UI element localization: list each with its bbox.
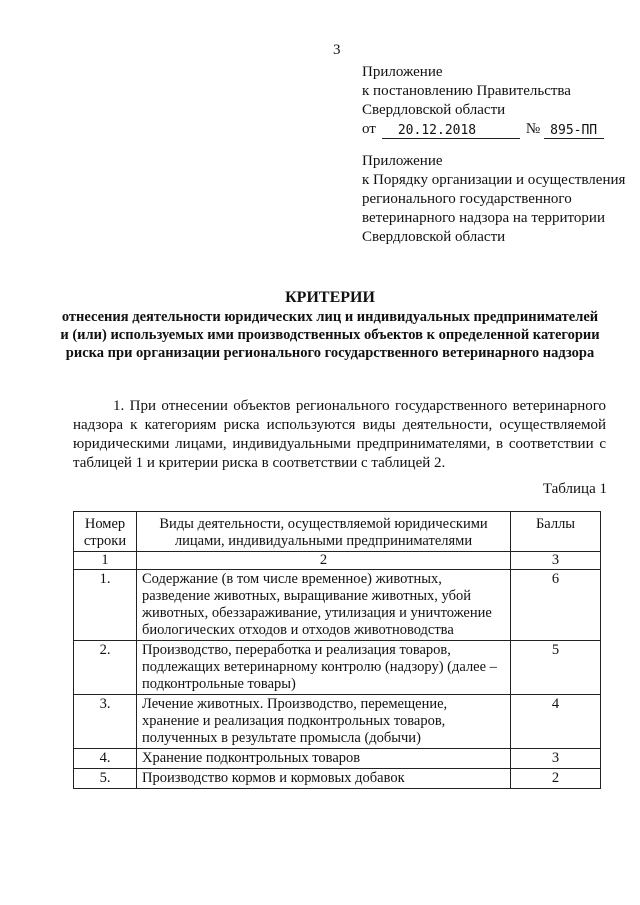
row-score: 6: [511, 570, 601, 641]
row-score: 5: [511, 641, 601, 695]
appendix-procedure-ref: к Порядку организации и осуществления регионального государственного ветеринарного надзора на территории Свердловской области: [362, 172, 626, 245]
table-row: [74, 749, 601, 769]
table-row: [74, 641, 601, 695]
document-title: КРИТЕРИИ: [285, 289, 375, 306]
row-activity: Содержание (в том числе временное) животных, разведение животных, выращивание животных, убой животных, обеззараживание, утилизация и уничтожение биологических отходов и отходов животноводства: [137, 570, 511, 641]
row-number: 1.: [74, 570, 137, 641]
row-score: 3: [511, 749, 601, 769]
row-activity: Хранение подконтрольных товаров: [137, 749, 511, 769]
appendix-label: Приложение: [362, 64, 443, 80]
table-cell: 3: [511, 552, 601, 570]
row-activity: Лечение животных. Производство, перемещение, хранение и реализация подконтрольных товаров, полученных в результате промысла (добычи): [137, 695, 511, 749]
decree-date: 20.12.2018: [382, 123, 520, 139]
page-number: 3: [333, 42, 341, 58]
table-row: [74, 695, 601, 749]
header-activity: Виды деятельности, осуществляемой юридическими лицами, индивидуальными предпринимателями: [137, 512, 511, 552]
header-score: Баллы: [511, 512, 601, 552]
table-row: [74, 570, 601, 641]
appendix-block-procedure: [362, 152, 637, 247]
date-prefix: от: [362, 121, 376, 137]
row-activity: Производство кормов и кормовых добавок: [137, 769, 511, 789]
table-header-row: [74, 512, 601, 552]
row-score: 4: [511, 695, 601, 749]
row-activity: Производство, переработка и реализация товаров, подлежащих ветеринарному контролю (надзору) (далее – подконтрольные товары): [137, 641, 511, 695]
row-number: 3.: [74, 695, 137, 749]
decree-number: 895-ПП: [544, 123, 604, 139]
row-number: 5.: [74, 769, 137, 789]
row-number: 4.: [74, 749, 137, 769]
risk-activities-table: [73, 511, 601, 789]
appendix-label: Приложение: [362, 153, 443, 169]
number-prefix: №: [525, 121, 541, 137]
table-row: [74, 769, 601, 789]
decree-date-line: [362, 120, 622, 139]
table-cell: 1: [74, 552, 137, 570]
header-row-number: Номер строки: [74, 512, 137, 552]
row-score: 2: [511, 769, 601, 789]
row-number: 2.: [74, 641, 137, 695]
paragraph-1: 1. При отнесении объектов регионального государственного ветеринарного надзора к категориям риска используются виды деятельности, осуществляемой юридическими лицами, индивидуальными предпринимателями, в соответствии с таблицей 1 и критерии риска в соответствии с таблицей 2.: [73, 398, 606, 471]
document-subtitle: отнесения деятельности юридических лиц и индивидуальных предпринимателей и (или) используемых ими производственных объектов к определенной категории риска при организации регионального государственного ветеринарного надзора: [60, 309, 600, 361]
table-index-row: [74, 552, 601, 570]
table-cell: 2: [137, 552, 511, 570]
appendix-region: Свердловской области: [362, 102, 506, 118]
appendix-decree-ref: к постановлению Правительства: [362, 83, 571, 99]
table-caption: Таблица 1: [542, 481, 607, 497]
appendix-block-decree: [362, 63, 622, 139]
